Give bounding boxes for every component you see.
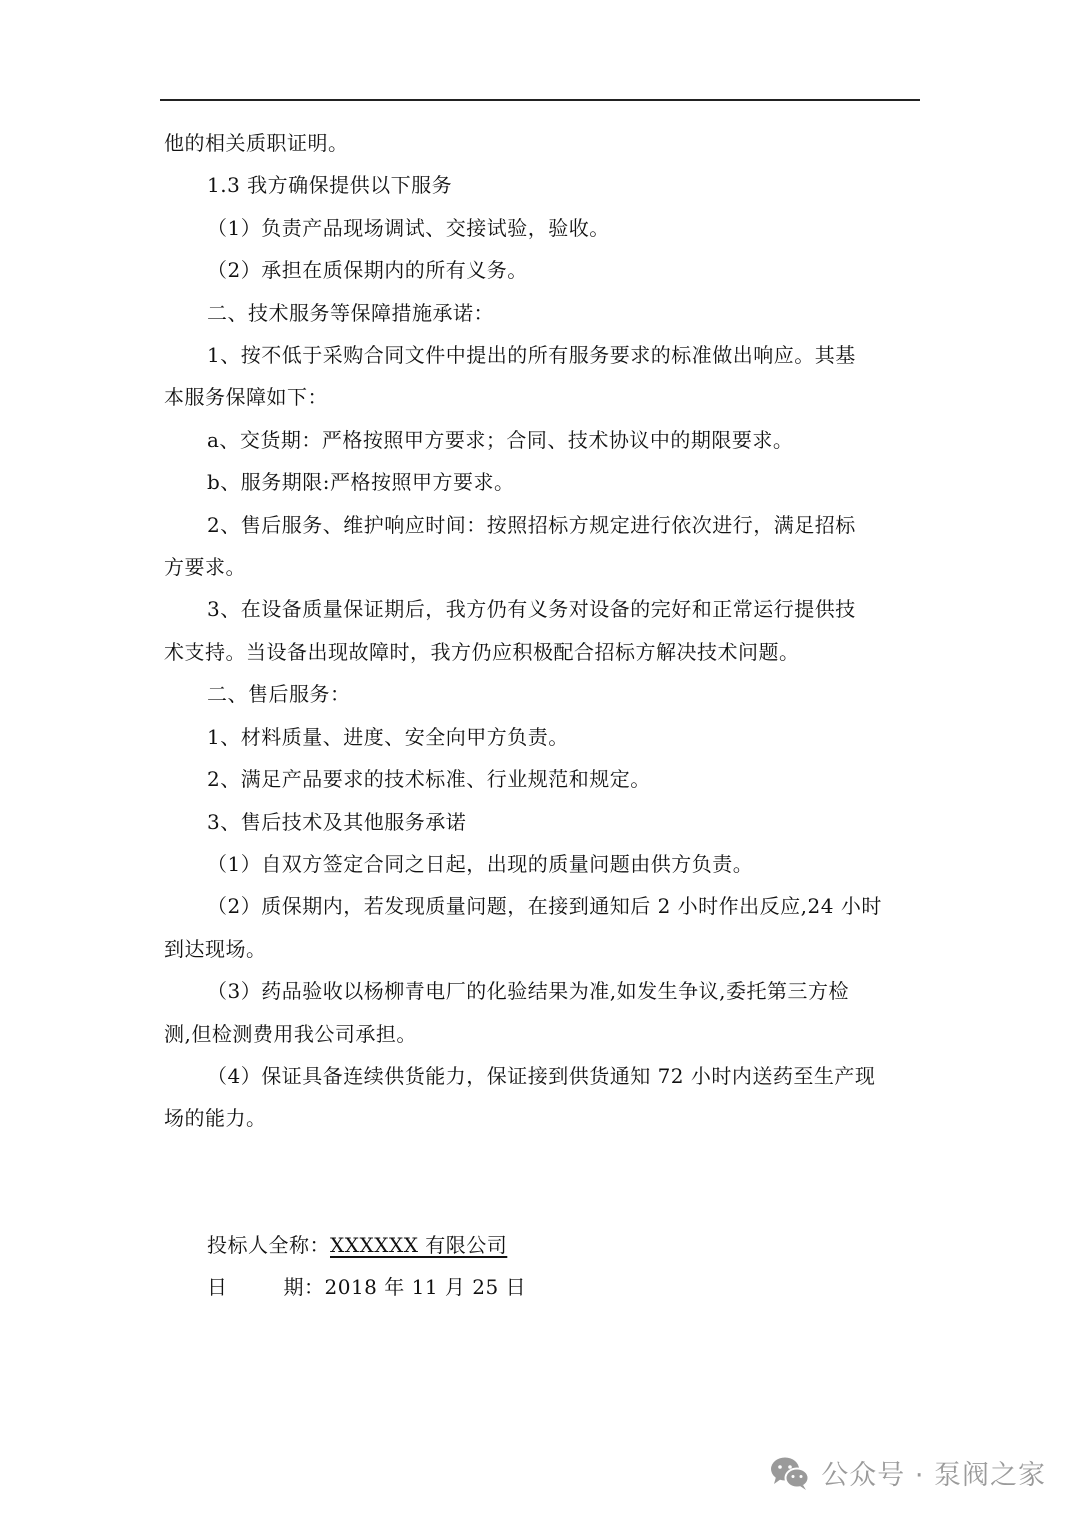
watermark-text: 公众号 · 泵阀之家 [821,1460,1046,1491]
text-line: （2）承担在质保期内的所有义务。 [207,258,528,283]
text-line: 测,但检测费用我公司承担。 [164,1021,417,1046]
text-line: 1、材料质量、进度、安全向甲方负责。 [207,724,569,749]
text-line: 术支持。当设备出现故障时，我方仍应积极配合招标方解决技术问题。 [164,639,800,664]
bidder-name: XXXXXX 有限公司 [330,1233,508,1257]
text-line: 方要求。 [164,555,246,580]
date-label-start: 日 [207,1275,228,1299]
text-line: a、交货期：严格按照甲方要求；合同、技术协议中的期限要求。 [207,427,794,452]
text-line: 二、技术服务等保障措施承诺： [207,300,494,325]
text-line: 场的能力。 [164,1106,267,1131]
text-line: 1.3 我方确保提供以下服务 [207,173,453,198]
text-line: （3）药品验收以杨柳青电厂的化验结果为准,如发生争议,委托第三方检 [207,979,849,1004]
text-line: 二、售后服务： [207,682,351,707]
text-line: b、服务期限:严格按照甲方要求。 [207,470,515,495]
text-line: （4）保证具备连续供货能力，保证接到供货通知 72 小时内送药至生产现 [207,1063,876,1088]
document-body [164,122,909,1140]
text-line: （1）自双方签定合同之日起，出现的质量问题由供方负责。 [207,851,754,876]
text-line: 2、满足产品要求的技术标准、行业规范和规定。 [207,767,651,792]
text-line: 他的相关质职证明。 [164,131,349,155]
wechat-icon [769,1455,811,1491]
text-line: 3、售后技术及其他服务承诺 [207,809,467,834]
text-line: （2）质保期内，若发现质量问题，在接到通知后 2 小时作出反应,24 小时 [207,894,882,919]
text-line: 1、按不低于采购合同文件中提出的所有服务要求的标准做出响应。其基 [207,343,856,368]
date-line [207,1266,526,1308]
text-line: 2、售后服务、维护响应时间：按照招标方规定进行依次进行，满足招标 [207,512,856,537]
date-label-end: 期： [283,1275,325,1299]
watermark [769,1453,1046,1492]
text-line: 到达现场。 [164,936,267,961]
text-line: （1）负责产品现场调试、交接试验，验收。 [207,215,610,240]
bidder-label: 投标人全称： [207,1233,330,1257]
date-value: 2018 年 11 月 25 日 [324,1275,527,1299]
text-line: 本服务保障如下： [164,385,328,410]
text-line: 3、在设备质量保证期后，我方仍有义务对设备的完好和正常运行提供技 [207,597,856,622]
bidder-line [207,1224,507,1266]
header-rule [160,99,920,101]
